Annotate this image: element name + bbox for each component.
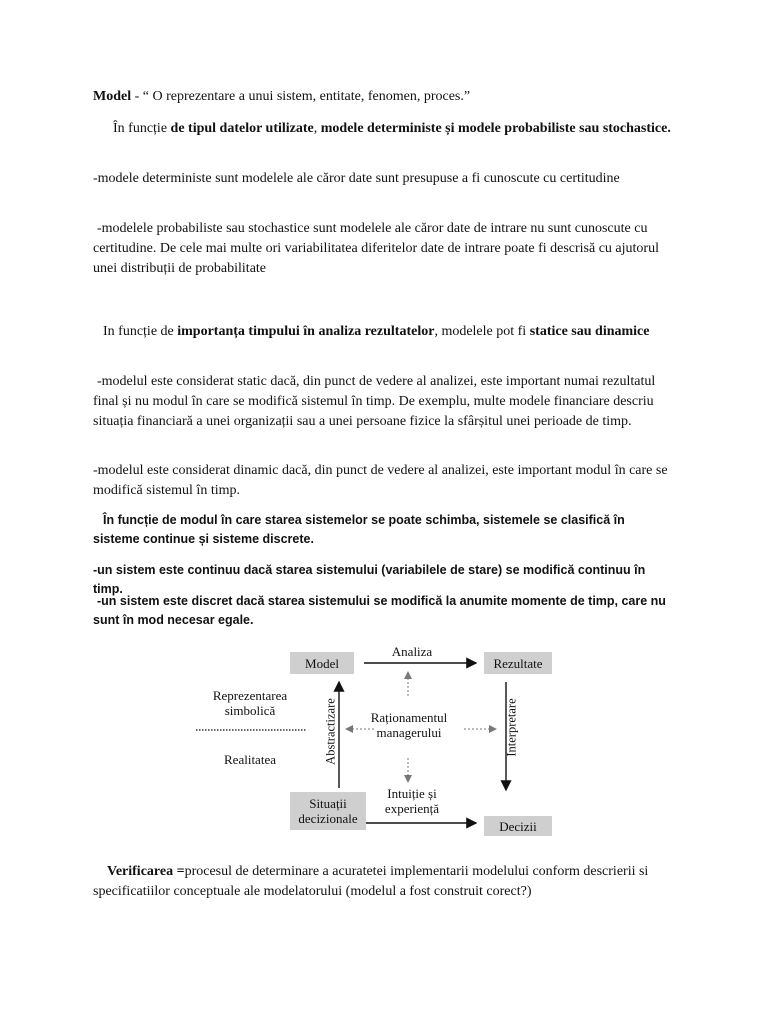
paragraph-deterministic: -modele deterministe sunt modelele ale căror date sunt presupuse a fi cunoscute cu certitudine <box>93 171 620 186</box>
paragraph-verificarea <box>93 862 673 902</box>
decision-model-diagram <box>196 640 574 852</box>
realitatea-label: Realitatea <box>224 752 276 767</box>
rationamentul-label: Raționamentul managerului <box>370 710 448 740</box>
p4-lead: In funcție de <box>103 324 178 339</box>
intuitie-label: Intuiție și experiență <box>384 786 440 816</box>
p1-mid: , <box>313 121 321 136</box>
situatii-box: Situații decizionale <box>290 792 366 830</box>
paragraph-continuous: -un sistem este continuu dacă starea sistemului (variabilele de stare) se modifică continuu în timp. <box>93 563 646 596</box>
p4-bold2: statice sau dinamice <box>529 324 650 339</box>
paragraph-data-type <box>93 119 673 139</box>
model-definition-text: - “ O reprezentare a unui sistem, entitate, fenomen, proces.” <box>131 89 471 104</box>
paragraph-probabilistic: -modelele probabiliste sau stochastice sunt modelele ale căror date de intrare nu sunt cunoscute cu certitudine. De cele mai multe ori variabilitatea diferitelor date de intrare poate fi descrisă cu ajutorul unei distribuții de probabilitate <box>93 221 659 276</box>
p4-mid: , modelele pot fi <box>434 324 530 339</box>
abstractizare-label: Abstractizare <box>323 698 338 765</box>
interpretare-label: Interpretare <box>504 698 519 757</box>
paragraph-dynamic: -modelul este considerat dinamic dacă, din punct de vedere al analizei, este important modul în care se modifică sistemul în timp. <box>93 463 668 498</box>
verificarea-text: procesul de determinare a acuratetei implementarii modelului conform descrierii si specificatiilor conceptuale ale modelatorului (modelul a fost construit corect?) <box>93 864 649 899</box>
reprezentarea-label: Reprezentarea simbolică <box>212 688 288 718</box>
rezultate-box: Rezultate <box>484 652 552 674</box>
decizii-box: Decizii <box>484 816 552 836</box>
paragraph-discrete: -un sistem este discret dacă starea sistemului se modifică la anumite momente de timp, care nu sunt în mod necesar egale. <box>93 594 666 627</box>
paragraph-systems-classification: În funcție de modul în care starea sistemelor se poate schimba, sistemele se clasifică în sisteme continue și sisteme discrete. <box>93 513 625 546</box>
model-term: Model <box>93 89 132 104</box>
verificarea-term: Verificarea = <box>107 864 185 879</box>
p1-bold2: modele deterministe și modele probabiliste sau stochastice. <box>320 121 671 136</box>
analiza-label: Analiza <box>391 644 433 659</box>
model-definition <box>93 87 673 107</box>
p1-bold: de tipul datelor utilizate <box>170 121 314 136</box>
paragraph-static: -modelul este considerat static dacă, din punct de vedere al analizei, este important numai rezultatul final și nu modul în care se modifică sistemul în timp. De exemplu, multe modele financiare descriu situația financiară a unei organizații sau a unei persoane fizice la sfârșitul unei perioade de timp. <box>93 374 656 429</box>
model-box: Model <box>290 652 354 674</box>
p4-bold: importanța timpului în analiza rezultatelor <box>177 324 435 339</box>
paragraph-time-importance <box>93 322 673 342</box>
p1-lead: În funcție <box>113 121 171 136</box>
